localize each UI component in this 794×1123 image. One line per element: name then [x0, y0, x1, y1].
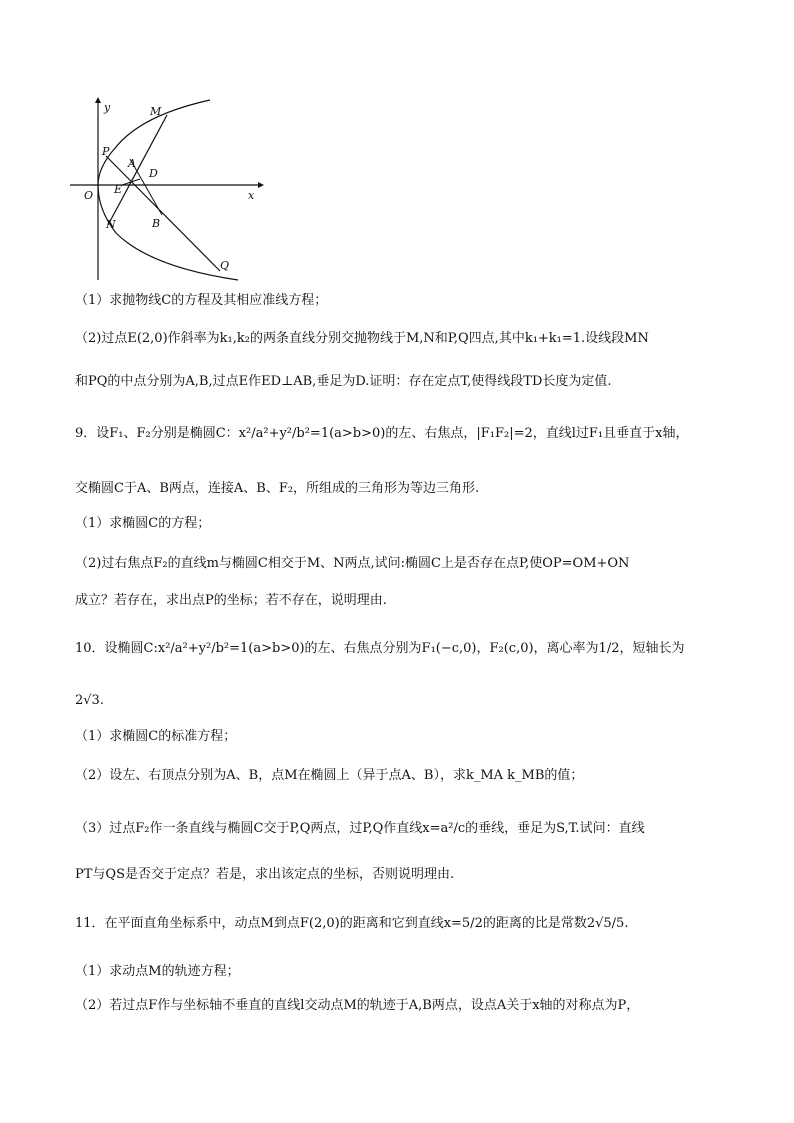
label-d: D — [149, 167, 158, 180]
label-b: B — [152, 217, 161, 230]
line-9: 10．设椭圆C:x²/a²+y²/b²=1(a>b>0)的左、右焦点分别为F₁(−c,0)，F₂(c,0)，离心率为1/2，短轴长为 — [75, 641, 685, 656]
label-m: M — [150, 105, 162, 118]
line-5: 交椭圆C于A、B两点，连接A、B、F₂，所组成的三角形为等边三角形. — [75, 481, 480, 496]
parabola-figure — [70, 95, 270, 285]
line-2: （2)过点E(2,0)作斜率为k₁,k₂的两条直线分别交抛物线于M,N和P,Q四点,其中k₁+k₁=1.设线段MN — [75, 331, 649, 346]
line-10: 2√3. — [75, 693, 104, 708]
segment-ed — [122, 179, 140, 185]
line-4: 9．设F₁、F₂分别是椭圆C：x²/a²+y²/b²=1(a>b>0)的左、右焦点，|F₁F₂|=2，直线l过F₁且垂直于x轴， — [75, 426, 689, 441]
chord-pq — [106, 156, 220, 271]
line-8: 成立？若存在，求出点P的坐标；若不存在，说明理由. — [75, 593, 387, 608]
line-14: PT与QS是否交于定点？若是，求出该定点的坐标，否则说明理由. — [75, 867, 455, 882]
label-p: P — [102, 145, 110, 158]
y-axis-arrow — [95, 97, 101, 103]
line-15: 11．在平面直角坐标系中，动点M到点F(2,0)的距离和它到直线x=5/2的距离的比是常数2√5/5. — [75, 916, 629, 931]
label-o: O — [84, 189, 94, 202]
line-12: （2）设左、右顶点分别为A、B，点M在椭圆上（异于点A、B），求k_MA k_MB的值； — [75, 768, 584, 783]
line-7: （2)过右焦点F₂的直线m与椭圆C相交于M、N两点,试问:椭圆C上是否存在点P,使OP=OM+ON — [75, 556, 630, 571]
line-6: （1）求椭圆C的方程； — [75, 516, 211, 531]
line-13: （3）过点F₂作一条直线与椭圆C交于P,Q两点，过P,Q作直线x=a²/c的垂线，垂足为S,T.试问：直线 — [75, 821, 645, 836]
line-17: （2）若过点F作与坐标轴不垂直的直线l交动点M的轨迹于A,B两点，设点A关于x轴的对称点为P， — [75, 998, 640, 1013]
line-3: 和PQ的中点分别为A,B,过点E作ED⊥AB,垂足为D.证明：存在定点T,使得线段TD长度为定值. — [75, 374, 612, 389]
label-a: A — [128, 157, 136, 170]
label-y: y — [104, 101, 111, 114]
line-16: （1）求动点M的轨迹方程； — [75, 964, 240, 979]
label-n: N — [106, 218, 116, 231]
label-e: E — [114, 183, 123, 196]
label-q: Q — [220, 259, 230, 272]
label-x: x — [248, 189, 255, 202]
line-1: （1）求抛物线C的方程及其相应准线方程； — [75, 293, 328, 308]
x-axis-arrow — [258, 182, 264, 188]
line-11: （1）求椭圆C的标准方程； — [75, 729, 237, 744]
